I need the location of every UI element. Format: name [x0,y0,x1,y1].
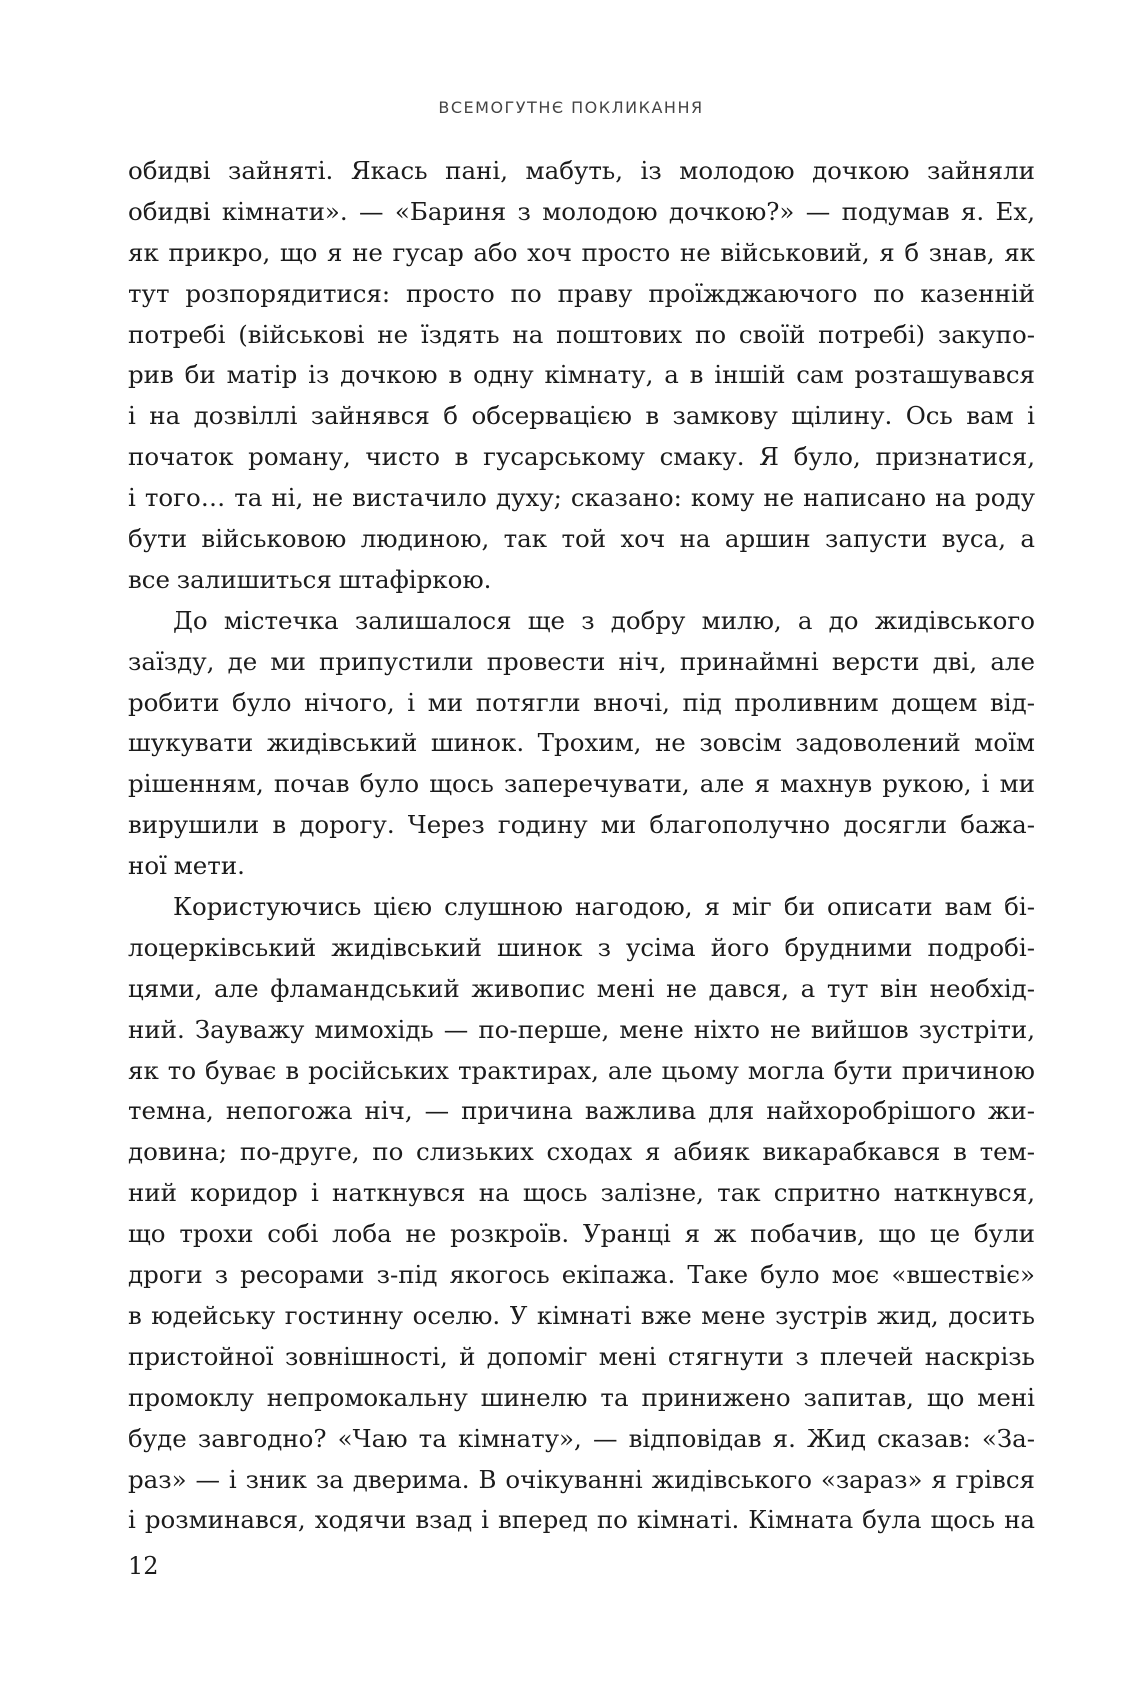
text-line: ний. Зауважу мимохідь — по-перше, мене ніхто не вийшов зустріти, [128,1014,1035,1044]
text-line: лоцерківський жидівський шинок з усіма його брудними подробі- [128,932,1035,962]
text-line: буде завгодно? «Чаю та кімнату», — відповідав я. Жид сказав: «За- [128,1423,1035,1453]
text-line: раз» — і зник за дверима. В очікуванні жидівського «зараз» я грівся [128,1464,1035,1494]
text-line: як прикро, що я не гусар або хоч просто не військовий, я б знав, як [128,237,1035,267]
text-line: темна, непогожа ніч, — причина важлива для найхоробрішого жи- [128,1096,1035,1126]
text-line: початок роману, чисто в гусарському смаку. Я було, признатися, [128,442,1035,472]
text-line: в юдейську гостинну оселю. У кімнаті вже мене зустрів жид, досить [128,1300,1035,1330]
running-head: ВСЕМОГУТНЄ ПОКЛИКАННЯ [438,98,704,117]
text-line: як то буває в російських трактирах, але цьому могла бути причиною [128,1055,1035,1085]
text-line: ний коридор і наткнувся на щось залізне, так спритно наткнувся, [128,1178,1035,1208]
page-number: 12 [128,1552,159,1580]
text-line: що трохи собі лоба не розкроїв. Уранці я ж побачив, що це були [128,1219,1035,1249]
text-line: ної мети. [128,851,245,881]
text-line: обидві кімнати». — «Бариня з молодою дочкою?» — подумав я. Ех, [128,196,1035,226]
text-line: тут розпорядитися: просто по праву проїжджаючого по казенній [128,278,1035,308]
text-line: заїзду, де ми припустили провести ніч, принаймні версти дві, але [128,646,1035,676]
paragraph-first-line: Користуючись цією слушною нагодою, я міг би описати вам бі- [173,892,1035,922]
body-text [128,151,1035,1541]
text-line: цями, але фламандський живопис мені не дався, а тут він необхід- [128,973,1035,1003]
text-line: довина; по-друге, по слизьких сходах я абияк викарабкався в тем- [128,1137,1035,1167]
text-line: і того… та ні, не вистачило духу; сказано: кому не написано на роду [128,483,1035,513]
text-line: потребі (військові не їздять на поштових по своїй потребі) закупо- [128,319,1035,349]
text-line: рив би матір із дочкою в одну кімнату, а в іншій сам розташувався [128,360,1035,390]
text-line: все залишиться штафіркою. [128,564,492,594]
text-line: бути військовою людиною, так той хоч на аршин запусти вуса, а [128,524,1035,554]
text-line: обидві зайняті. Якась пані, мабуть, із молодою дочкою зайняли [128,156,1035,185]
text-line: робити було нічого, і ми потягли вночі, під проливним дощем від- [128,687,1035,717]
text-line: рішенням, почав було щось заперечувати, але я махнув рукою, і ми [128,769,1035,799]
text-line: пристойної зовнішності, й допоміг мені стягнути з плечей наскрізь [128,1341,1035,1371]
text-line: вирушили в дорогу. Через годину ми благополучно досягли бажа- [128,810,1035,840]
text-line: і на дозвіллі зайнявся б обсервацією в замкову щілину. Ось вам і [128,401,1035,431]
text-line: шукувати жидівський шинок. Трохим, не зовсім задоволений моїм [128,728,1035,758]
paragraph-first-line: До містечка залишалося ще з добру милю, а до жидівського [173,605,1035,635]
text-line: промоклу непромокальну шинелю та принижено запитав, що мені [128,1382,1035,1412]
text-line: дроги з ресорами з-під якогось екіпажа. Таке було моє «вшествіє» [128,1260,1035,1290]
text-line: і розминався, ходячи взад і вперед по кімнаті. Кімната була щось на [128,1505,1035,1535]
